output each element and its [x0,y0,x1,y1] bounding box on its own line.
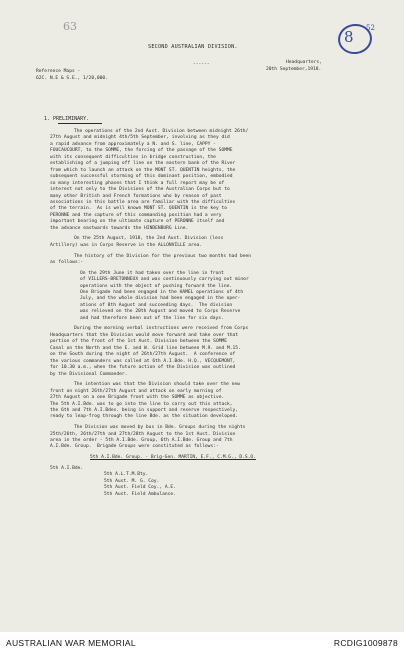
body-line: important bearing on the ultimate capture of PERONNE itself and [50,219,225,225]
body-line: The 5th A.I.Bde. was to go into the line to carry out this attack, [50,401,233,407]
footer-bar [0,632,404,654]
body-line: associations in this battle area are familiar with the difficulties [50,199,236,205]
body-line: A.I.Bde. Group. Brigade Groups were constituted as follows:- [50,444,219,450]
body-line: 5th A.I.Bde. Group. - Brig-Gen. MARTIN, E.F., C.M.G., D.S.O. [90,455,256,461]
reference-maps-value: 62C. N.E & S.E., 1/20,000. [36,76,108,81]
body-line: 5th Aust. M. G. Coy. [104,478,160,484]
body-line: On the 25th August, 1918, the 2nd Aust. Division (less [74,236,224,242]
body-line: the advance eastwards towards the HINDENBURG Line. [50,225,189,231]
body-line: 5th A.I.Bde. [50,465,84,471]
body-line: front on night 26th/27th August and attack on early morning of [50,388,222,394]
body-line: by the Divisional Commander. [50,371,128,377]
body-line: the 6th and 7th A.I.Bdes. being in support and reserve respectively, [50,408,239,413]
body-line: operations with the object of pushing forward the line. [80,283,233,289]
body-line: 25th/26th, 26th/27th and 27th/28th August to the 1st Aust. Division [50,431,236,437]
handwritten-page-number: 63 [63,20,77,33]
body-line: and had therefore been out of the line for six days. [80,315,224,321]
body-line: the various commanders was called at 6th A.I.Bde. H.Q., VECQUEMONT, [50,358,236,364]
section-underline [58,123,102,124]
body-line: Canal on the North and the E. and W. Grid line between M.9. and M.15. [50,345,241,351]
body-line: 5th Aust. Field Coy., A.E. [104,485,176,491]
body-line: interest not only to the Divisions of the Australian Corps but to [50,187,230,192]
body-line: The operations of the 2nd Aust. Division between midnight 26th/ [74,129,249,134]
body-line: 5th A.L.T.M.Bty. [104,472,149,478]
body-line: July, and the whole division had been engaged in the oper- [80,296,241,302]
title-separator: ------ [193,62,210,67]
body-line: portion of the front of the 1st Aust. Division between the SOMME [50,339,228,345]
body-line: The intention was that the Division should take over the new [74,382,240,388]
body-line: of VILLERS-BRETONNEUX and was continuously carrying out minor [80,277,249,282]
document-date: 20th September,1918. [266,67,322,72]
body-line: from which to launch an attack on the MONT ST. QUENTIN heights, the [50,167,236,173]
body-line: was relieved on the 20th August and moved to Corps Reserve [80,309,241,315]
body-line: The Division was moved by bus in Bde. Groups during the nights [74,425,246,431]
body-line: PERONNE and the capture of this commanding position had a very [50,212,222,218]
body-line: establishing of a jumping off line on the eastern bank of the River [50,161,236,167]
body-line: 5th Aust. Field Ambulance. [104,491,176,497]
body-line: on the South during the night of 26th/27th August. A conference of [50,352,236,358]
headquarters-label: Headquarters, [286,60,322,65]
body-line: so many interesting phases that I think a full report may be of [50,180,225,186]
body-line: with its consequent difficulties in bridge construction, the [50,154,216,160]
body-line: Artillery) was in Corps Reserve in the ALLONVILLE area. [50,242,203,248]
handwritten-circled-superscript: 52 [366,24,375,32]
body-line: many other British and French formations who by reason of past [50,193,222,199]
body-line: Headquarters that the Division would move forward and take over that [50,332,239,338]
body-line: as follows:- [50,259,84,265]
body-line: 27th August on a one Brigade front with the SOMME as objective. [50,395,225,401]
document-title: SECOND AUSTRALIAN DIVISION. [148,44,238,50]
body-line: 27th August and midnight 4th/5th September, involving as they did [50,135,230,141]
body-line: On the 29th June it had taken over the line in front [80,270,224,276]
body-line: subsequent successful storming of this dominant position, embodied [50,174,233,180]
body-line: During the morning verbal instructions were received from Corps [74,326,249,332]
body-line: for 10.30 a.m., when the future action of the Division was outlined [50,365,236,371]
body-line: ready to leap-frog through the line Bde. as the situation developed. [50,414,239,420]
body-line: One Brigade had been engaged in the HAMEL operations of 4th [80,289,244,295]
body-line: of the terrain. As is well known MONT ST. QUENTIN is the key to [50,206,228,212]
body-line: area in the order - 5th A.I.Bde. Group, 6th A.I.Bde. Group and 7th [50,438,233,443]
reference-maps-label: Reference Maps - [36,69,81,74]
footer-institution: AUSTRALIAN WAR MEMORIAL [6,638,136,648]
body-line: ations of 8th August and succeeding days. The division [80,302,233,308]
section-heading: 1. PRELIMINARY. [44,116,90,122]
body-line: FOUCAUCOURT, to the SOMME, the forcing of the passage of the SOMME [50,148,233,154]
footer-record-id: RCDIG1009878 [333,638,398,648]
body-line: a rapid advance from approximately a N. and S. line, CAPPY - [50,141,216,147]
body-line: The history of the Division for the previous two months had been [74,253,252,259]
handwritten-circled-number: 8 [344,28,354,46]
